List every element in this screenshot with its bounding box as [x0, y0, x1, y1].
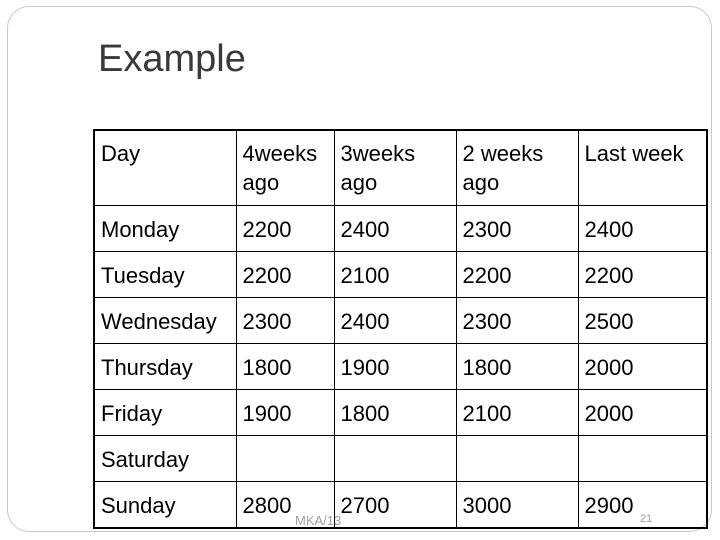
- day-cell: Saturday: [94, 436, 236, 482]
- value-cell: 2200: [456, 252, 578, 298]
- value-cell: 2100: [334, 252, 456, 298]
- slide-title: Example: [98, 38, 246, 80]
- header-cell-2weeks-ago: 2 weeks ago: [456, 130, 578, 206]
- table-row: [94, 436, 707, 482]
- value-cell: 2700: [334, 482, 456, 529]
- value-cell: 2200: [236, 206, 334, 252]
- value-cell: 1800: [334, 390, 456, 436]
- value-cell: [456, 436, 578, 482]
- value-cell: [578, 436, 707, 482]
- table-row: [94, 344, 707, 390]
- value-cell: 2400: [578, 206, 707, 252]
- value-cell: 2000: [578, 344, 707, 390]
- value-cell: 2200: [236, 252, 334, 298]
- table-header-row: [94, 130, 707, 206]
- value-cell: 2400: [334, 206, 456, 252]
- value-cell: 2500: [578, 298, 707, 344]
- value-cell: 1800: [236, 344, 334, 390]
- value-cell: 1900: [334, 344, 456, 390]
- table-row: [94, 298, 707, 344]
- footer-text: MKA/13: [295, 513, 342, 528]
- value-cell: [334, 436, 456, 482]
- value-cell: 2800: [236, 482, 334, 529]
- slide-number: 21: [640, 513, 653, 525]
- value-cell: 2000: [578, 390, 707, 436]
- day-cell: Thursday: [94, 344, 236, 390]
- value-cell: 2300: [456, 206, 578, 252]
- table-row: [94, 252, 707, 298]
- data-table: [93, 129, 708, 529]
- value-cell: 2200: [578, 252, 707, 298]
- value-cell: 3000: [456, 482, 578, 529]
- value-cell: 2300: [236, 298, 334, 344]
- value-cell: 2400: [334, 298, 456, 344]
- table-row: [94, 206, 707, 252]
- value-cell: [236, 436, 334, 482]
- value-cell: 1900: [236, 390, 334, 436]
- table-row: [94, 482, 707, 529]
- day-cell: Sunday: [94, 482, 236, 529]
- value-cell: 2100: [456, 390, 578, 436]
- day-cell: Tuesday: [94, 252, 236, 298]
- value-cell: 2900: [578, 482, 707, 529]
- day-cell: Monday: [94, 206, 236, 252]
- day-cell: Friday: [94, 390, 236, 436]
- header-cell-4weeks-ago: 4weeks ago: [236, 130, 334, 206]
- day-cell: Wednesday: [94, 298, 236, 344]
- header-cell-day: Day: [94, 130, 236, 206]
- header-cell-3weeks-ago: 3weeks ago: [334, 130, 456, 206]
- header-cell-last-week: Last week: [578, 130, 707, 206]
- table-row: [94, 390, 707, 436]
- value-cell: 2300: [456, 298, 578, 344]
- value-cell: 1800: [456, 344, 578, 390]
